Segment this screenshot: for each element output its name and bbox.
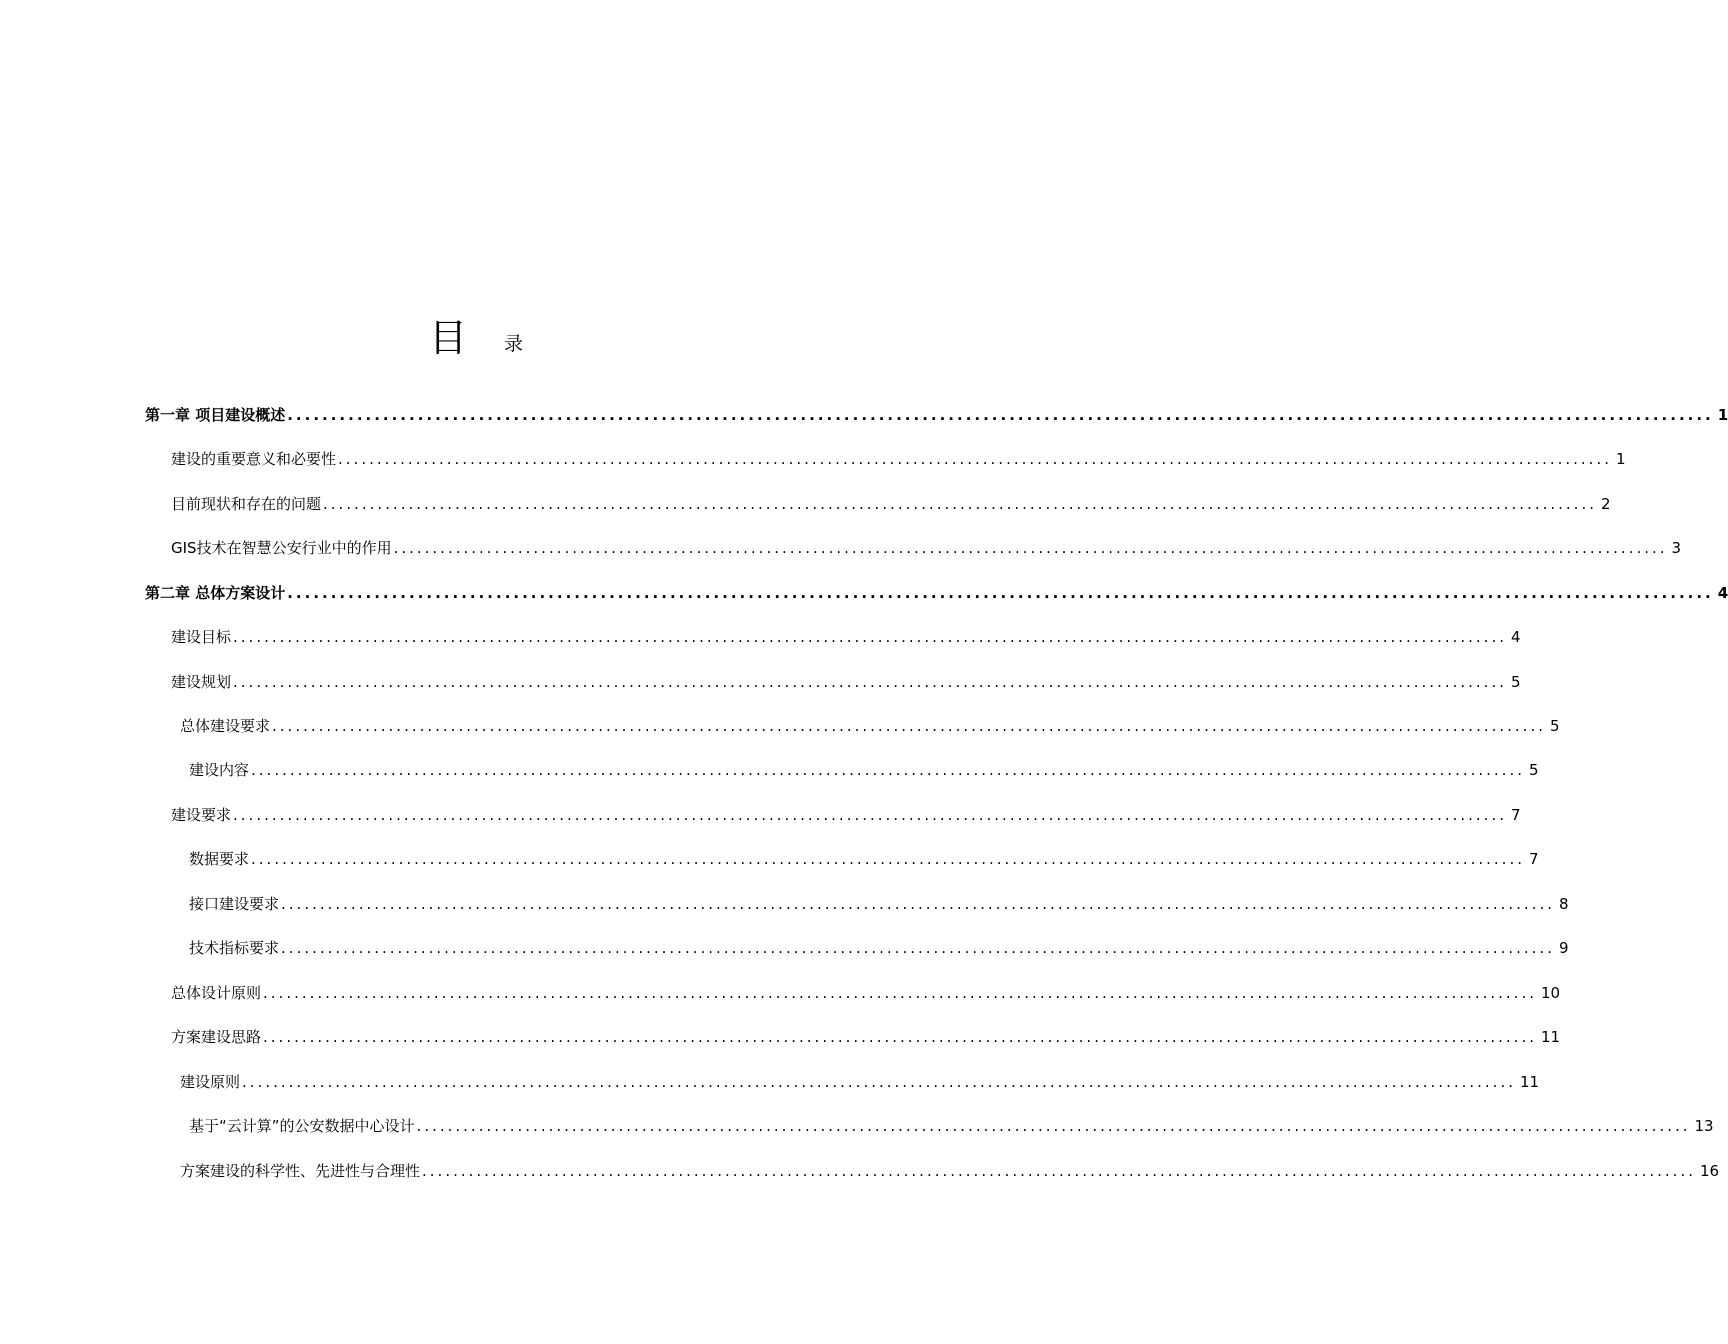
- toc-entry-label: 方案建设思路: [171, 1028, 262, 1046]
- toc-entry-label: 技术指标要求: [189, 939, 280, 957]
- toc-leader-dots: ....................................................................................................................................................................: [281, 939, 1555, 957]
- toc-leader-dots: ....................................................................................................................................................................: [242, 1073, 1516, 1091]
- toc-entry-label: 总体设计原则: [171, 984, 262, 1002]
- toc-entry-label: 建设原则: [180, 1073, 241, 1091]
- toc-entry-label: 方案建设的科学性、先进性与合理性: [180, 1162, 421, 1180]
- toc-entry[interactable]: [189, 1107, 1714, 1137]
- toc-entry-page: 13: [1694, 1117, 1714, 1135]
- toc-leader-dots: ....................................................................................................................................................................: [263, 1028, 1537, 1046]
- toc-entry[interactable]: [189, 885, 1569, 915]
- toc-entry-label: 接口建设要求: [189, 895, 280, 913]
- toc-entry[interactable]: [180, 1152, 1720, 1182]
- toc-entry-page: 16: [1699, 1162, 1720, 1180]
- toc-entry-page: 1: [1717, 406, 1728, 424]
- toc-entry-page: 10: [1540, 984, 1561, 1002]
- toc-entry-page: 9: [1558, 939, 1569, 957]
- toc-entry-page: 11: [1540, 1028, 1561, 1046]
- toc-entry-page: 4: [1510, 628, 1521, 646]
- toc-entry-page: 7: [1510, 806, 1521, 824]
- toc-entry-label: 目前现状和存在的问题: [171, 495, 322, 513]
- toc-leader-dots: ....................................................................................................................................................................: [323, 495, 1597, 513]
- toc-entry-label: 建设要求: [171, 806, 232, 824]
- toc-entry-page: 4: [1717, 584, 1728, 602]
- toc-entry[interactable]: [171, 796, 1521, 826]
- toc-leader-dots: ....................................................................................................................................................................: [393, 539, 1668, 557]
- toc-leader-dots: ....................................................................................................................................................................: [251, 850, 1525, 868]
- toc-leader-dots: ....................................................................................................................................................................: [281, 895, 1555, 913]
- toc-leader-dots: ....................................................................................................................................................................: [338, 450, 1612, 468]
- toc-entry[interactable]: [171, 663, 1521, 693]
- toc-entry-page: 7: [1528, 850, 1539, 868]
- toc-entry[interactable]: [171, 974, 1561, 1004]
- toc-leader-dots: ....................................................................................................................................................................: [272, 717, 1546, 735]
- toc-entry-page: 1: [1615, 450, 1626, 468]
- toc-leader-dots: ....................................................................................................................................................................: [233, 628, 1507, 646]
- toc-leader-dots: ....................................................................................................................................................................: [251, 761, 1525, 779]
- toc-entry[interactable]: [171, 440, 1626, 470]
- toc-leader-dots: ....................................................................................................................................................................: [416, 1117, 1691, 1135]
- toc-entry[interactable]: [180, 1063, 1540, 1093]
- toc-entry-label: 总体建设要求: [180, 717, 271, 735]
- toc-entry-page: 5: [1510, 673, 1521, 691]
- toc-entry[interactable]: [171, 529, 1682, 559]
- toc-title-char-1: 目: [429, 316, 468, 360]
- toc-entry-label: 建设规划: [171, 673, 232, 691]
- toc-entry-label: 建设目标: [171, 628, 232, 646]
- toc-entry-label: 第一章 项目建设概述: [145, 406, 286, 424]
- toc-entry-page: 5: [1549, 717, 1560, 735]
- toc-entry-label: 数据要求: [189, 850, 250, 868]
- toc-entry-page: 2: [1600, 495, 1611, 513]
- toc-entry-page: 5: [1528, 761, 1539, 779]
- toc-entry-label: 第二章 总体方案设计: [145, 584, 286, 602]
- toc-entry[interactable]: [171, 618, 1521, 648]
- toc-leader-dots: ....................................................................................................................................................................: [422, 1162, 1696, 1180]
- toc-entry[interactable]: [145, 396, 1728, 426]
- toc-entry-page: 11: [1519, 1073, 1540, 1091]
- toc-entry-label: 建设的重要意义和必要性: [171, 450, 337, 468]
- toc-leader-dots: ....................................................................................................................................................................: [263, 984, 1537, 1002]
- toc-leader-dots: ....................................................................................................................................................................: [287, 406, 1714, 424]
- toc-leader-dots: ....................................................................................................................................................................: [233, 673, 1507, 691]
- toc-entry[interactable]: [171, 1018, 1561, 1048]
- toc-leader-dots: ....................................................................................................................................................................: [287, 584, 1714, 602]
- toc-entry[interactable]: [180, 707, 1560, 737]
- toc-entry-label: GIS技术在智慧公安行业中的作用: [171, 539, 392, 557]
- toc-entry[interactable]: [189, 840, 1539, 870]
- toc-entry[interactable]: [189, 929, 1569, 959]
- toc-entry[interactable]: [145, 574, 1728, 604]
- toc-entry-label: 基于“云计算”的公安数据中心设计: [189, 1117, 415, 1135]
- toc-title-char-2: 录: [504, 333, 524, 355]
- toc-entry-label: 建设内容: [189, 761, 250, 779]
- toc-entry[interactable]: [189, 751, 1539, 781]
- toc-entry[interactable]: [171, 485, 1611, 515]
- toc-title: [0, 312, 950, 372]
- toc-leader-dots: ....................................................................................................................................................................: [233, 806, 1507, 824]
- toc-entry-page: 3: [1671, 539, 1682, 557]
- toc-entry-page: 8: [1558, 895, 1569, 913]
